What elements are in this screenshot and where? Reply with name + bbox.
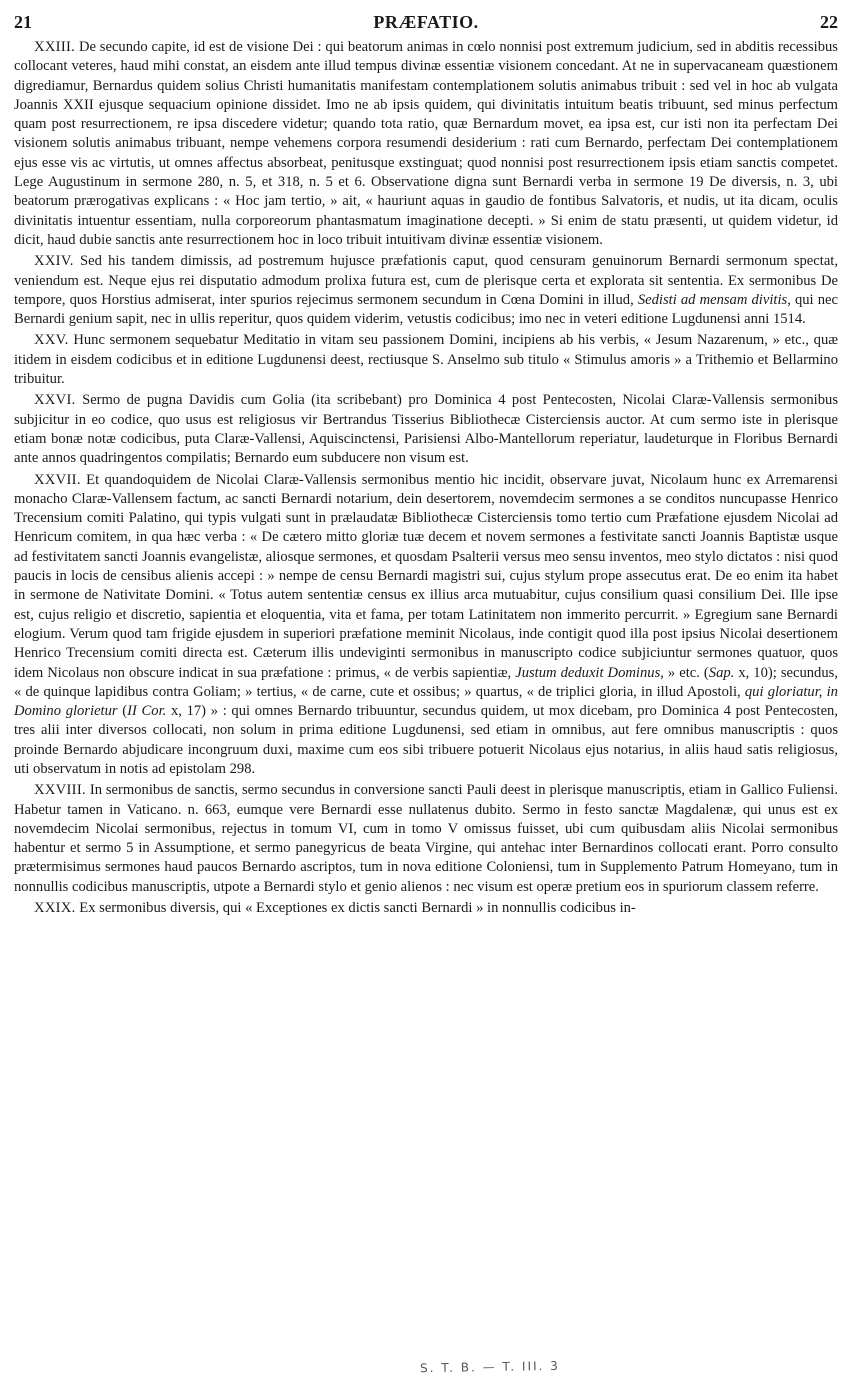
handwritten-mark: S. T. B. — T. III. 3 xyxy=(419,1358,560,1376)
paragraph-xxiii: XXIII. De secundo capite, id est de visione Dei : qui beatorum animas in cœlo nonnisi post extremum judicium, sed in abditis recessibus collocant veteres, haud mihi constat, an eisdem ante illud tempus divinæ essentiæ visionem concedant. At ne in supervacaneam quæstionem digrediamur, Bernardus quidem solius Christi humanitatis manifestam contemplationem solutis animabus tribuit : sed vel in hoc ab vulgata Joannis XXII ejusque sequacium opinione dissidet. Imo ne ab ipsis quidem, qui divinitatis intuitum beatis tribuunt, sed minus perfectum quam post resurrectionem, re ipsa discedere videtur; quando tota ratio, quæ Bernardum movet, ea ipsa est, cur isti non ita perfectam Dei visionem solutis animabus tribuant, nempe vehemens corpora resumendi desiderium : rati cum Bernardo, perfectam Dei contemplationem ejus esse vis ac virtutis, ut omnes affectus absorbeat, penitusque exstinguat; quod nonnisi post resurrectionem ipsis etiam sanctis competet. Lege Augustinum in sermone 280, n. 5, et 318, n. 5 et 6. Observatione digna sunt Bernardi verba in sermone 19 De diversis, n. 3, ubi beatorum prærogativas explicans : « Hoc jam tertio, » ait, « hauriunt aquas in gaudio de fontibus Salvatoris, et nudis, ut ita dicam, oculis divinitatis intuentur essentiam, nulla corporeorum phantasmatum imaginatione decepti. » Si enim de statu præsenti, ut quidem videtur, id dicit, haud dubie sanctis ante resurrectionem hoc in loco tribuit intuitivam divinæ essentiæ visionem. xyxy=(14,39,838,248)
page-number-right: 22 xyxy=(820,12,838,32)
text-body xyxy=(14,38,838,920)
paragraph-number: XXVI. xyxy=(34,392,76,409)
page-title: PRÆFATIO. xyxy=(373,12,479,32)
paragraph-xxvii: XXVII. Et quandoquidem de Nicolai Claræ-Vallensis sermonibus mentio hic incidit, observare juvat, Nicolaum hunc ex Arremarensi monacho Claræ-Vallensem factum, ac sancti Bernardi notarium, dein desertorem, novemdecim sermones a se conditos nuncupasse Henrico Trecensium comiti Palatino, qui typis vulgati sunt in prælaudatæ Bibliothecæ Cisterciensis tomo tertio cum Præfatione ejusdem Nicolai ad Henricum comitem, in qua hæc verba : « De cætero mitto gloriæ tuæ decem et novem sermones a festivitate sancti Joannis Baptistæ usque ad festivitatem sancti Joannis evangelistæ, aliosque sermones, et quosdam Psalterii versus meo sensu inventos, meo stylo dictatos : nisi quod paucis in locis de censibus alienis accepi : » nempe de censu Bernardi magistri sui, cujus stylum prope assecutus erat. De eo enim ita habet in sermone de Nativitate Domini. « Totus autem sententiæ census ex illius arca mutuabitur, cujus consilium quasi consilium Dei. Ille ipse est, cujus religio et discretio, sapientia et eloquentia, vita et fama, per totam Latinitatem non immerito percurrit. » Egregium sane Bernardi elogium. Verum quod tam frigide ejusdem in superiori præfatione meminit Nicolaus, inde contigit quod illa post ipsius Nicolai desertionem Henrico Trecensium comiti directa est. Cæterum illis undeviginti sermonibus in manuscripto codice subjiciuntur sermones quatuor, quos idem Nicolaus non obscure indicat in sua præfatione : primus, « de verbis sapientiæ, Justum deduxit Dominus, » etc. (Sap. x, 10); secundus, « de quinque lapidibus contra Goliam; » tertius, « de carne, cute et ossibus; » quartus, « de triplici gloria, in illud Apostoli, qui gloriatur, in Domino glorietur (II Cor. x, 17) » : qui omnes Bernardo tribuuntur, secundus quidem, ut mox dicebam, pro Dominica 4 post Pentecosten, tres alii inter diversos collocati, non solum in prima editione Lugdunensi, sed etiam in omnibus, aut fere omnibus manuscriptis : quos proinde Bernardo abjudicare incongruum duxi, maxime cum eos sibi tribuere potuerit Nicolaus ejus notarius, in aliis haud satis religiosus, uti observatum in notis ad epistolam 298. xyxy=(14,471,839,777)
paragraph-number: XXV. xyxy=(34,332,69,349)
paragraph-number: XXIV. xyxy=(34,253,74,270)
paragraph-xxv: XXV. Hunc sermonem sequebatur Meditatio in vitam seu passionem Domini, incipiens ab his verbis, « Jesum Nazarenum, » etc., quæ itidem in eisdem codicibus et in editione Lugdunensi deest, rectiusque S. Anselmo sub titulo « Stimulus amoris » a Trithemio et Bellarmino tribuitur. xyxy=(14,332,838,388)
paragraph-xxix: XXIX. Ex sermonibus diversis, qui « Exceptiones ex dictis sancti Bernardi » in nonnullis codicibus in- xyxy=(34,900,636,917)
paragraph-xxiv: XXIV. Sed his tandem dimissis, ad postremum hujusce præfationis caput, quod censuram genuinorum Bernardi sermonum spectat, veniendum est. Neque ejus rei disputatio admodum prolixa futura est, cum de plerisque certa et explorata sit sententia. Ex sermonibus De tempore, quos Horstius admiserat, inter spurios rejecimus sermonem secundum in Cœna Domini in illud, Sedisti ad mensam divitis, qui nec Bernardi genium sapit, nec in ullis reperitur, quos quidem viderim, vetustis codicibus; imo nec in veteri editione Lugdunensi anni 1514. xyxy=(14,253,838,328)
paragraph-number: XXVIII. xyxy=(34,782,86,799)
running-header xyxy=(14,12,838,36)
paragraph-number: XXIII. xyxy=(34,39,76,55)
paragraph-number: XXIX. xyxy=(34,900,76,917)
paragraph-number: XXVII. xyxy=(34,471,81,488)
paragraph-xxviii: XXVIII. In sermonibus de sanctis, sermo secundus in conversione sancti Pauli deest in plerisque manuscriptis, etiam in Gallico Fuliensi. Habetur tamen in Vaticano. n. 663, eumque vere Bernardi esse nullatenus dubito. Sermo in festo sanctæ Magdalenæ, qui unus est ex novemdecim Nicolai sermonibus, rejectus in tomum VI, cum in tomo V omissus fuisset, ubi cum quibusdam aliis Nicolai sermonibus habentur et sermo 5 in Assumptione, et sermo panegyricus de beata Virgine, qui antehac inter Bernardinos collocati erant. Porro consulto prætermisimus sermones haud paucos Bernardo ascriptos, tum in nova editione Coloniensi, tum in Supplemento Patrum Homeyano, tum in nonnullis codicibus manuscriptis, utpote a Bernardi stylo et genio alienos : nec visum est operæ pretium eos in spuriorum classem referre. xyxy=(14,782,838,895)
paragraph-xxvi: XXVI. Sermo de pugna Davidis cum Golia (ita scribebant) pro Dominica 4 post Pentecosten, Nicolai Claræ-Vallensis sermonibus subjicitur in eo codice, quo usus est religiosus vir Bertrandus Tisserius Bibliothecæ Cisterciensis auctor. At cum sermo iste in plerisque etiam bonæ notæ codicibus, puta Claræ-Vallensi, Aquiscinctensi, Parisiensi Albo-Mantellorum reperiatur, laudeturque in Floribus Bernardi ante annos quadringentos compilatis; Bernardo eum subducere non visum est. xyxy=(14,392,838,467)
page-number-left: 21 xyxy=(14,12,32,32)
